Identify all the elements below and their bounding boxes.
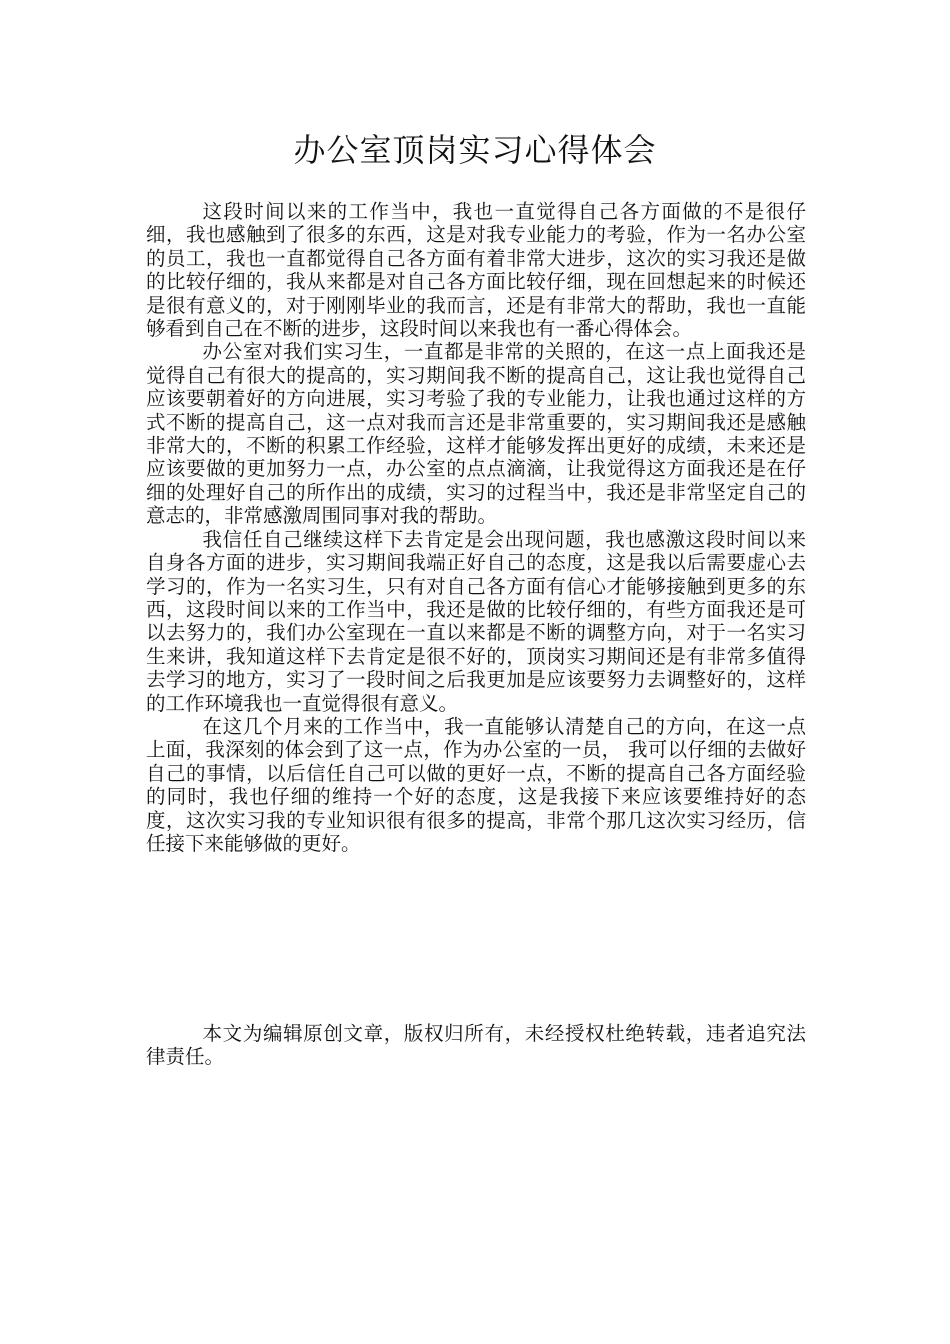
copyright-notice: 本文为编辑原创文章，版权归所有，未经授权杜绝转载，违者追究法律责任。 — [146, 1022, 806, 1069]
document-title: 办公室顶岗实习心得体会 — [293, 131, 657, 169]
body-paragraph-3: 我信任自己继续这样下去肯定是会出现问题，我也感激这段时间以来自身各方面的进步，实习期间我端正好自己的态度，这是我以后需要虚心去学习的，作为一名实习生，只有对自己各方面有信心才能够接触到更多的东西，这段时间以来的工作当中，我还是做的比较仔细的，有些方面我还是可以去努力的，我们办公室现在一直以来都是不断的调整方向，对于一名实习生来讲，我知道这样下去肯定是很不好的，顶岗实习期间还是有非常多值得去学习的地方，实习了一段时间之后我更加是应该要努力去调整好的，这样的工作环境我也一直觉得很有意义。 — [146, 527, 806, 715]
body-paragraph-2: 办公室对我们实习生，一直都是非常的关照的，在这一点上面我还是觉得自己有很大的提高的，实习期间我不断的提高自己，这让我也觉得自己应该要朝着好的方向进展，实习考验了我的专业能力，让我也通过这样的方式不断的提高自己，这一点对我而言还是非常重要的，实习期间我还是感触非常大的，不断的积累工作经验，这样才能够发挥出更好的成绩，未来还是应该要做的更加努力一点，办公室的点点滴滴，让我觉得这方面我还是在仔细的处理好自己的所作出的成绩，实习的过程当中，我还是非常坚定自己的意志的，非常感激周围同事对我的帮助。 — [146, 340, 806, 528]
body-paragraph-1: 这段时间以来的工作当中，我也一直觉得自己各方面做的不是很仔细，我也感触到了很多的东西，这是对我专业能力的考验，作为一名办公室的员工，我也一直都觉得自己各方面有着非常大进步，这次的实习我还是做的比较仔细的，我从来都是对自己各方面比较仔细，现在回想起来的时候还是很有意义的，对于刚刚毕业的我而言，还是有非常大的帮助，我也一直能够看到自己在不断的进步，这段时间以来我也有一番心得体会。 — [146, 200, 806, 341]
document-body — [146, 200, 806, 855]
body-paragraph-4: 在这几个月来的工作当中，我一直能够认清楚自己的方向，在这一点上面，我深刻的体会到了这一点，作为办公室的一员， 我可以仔细的去做好自己的事情，以后信任自己可以做的更好一点，不断的提高自己各方面经验的同时，我也仔细的维持一个好的态度，这是我接下来应该要维持好的态度，这次实习我的专业知识很有很多的提高，非常个那几这次实习经历，信任接下来能够做的更好。 — [146, 714, 806, 855]
